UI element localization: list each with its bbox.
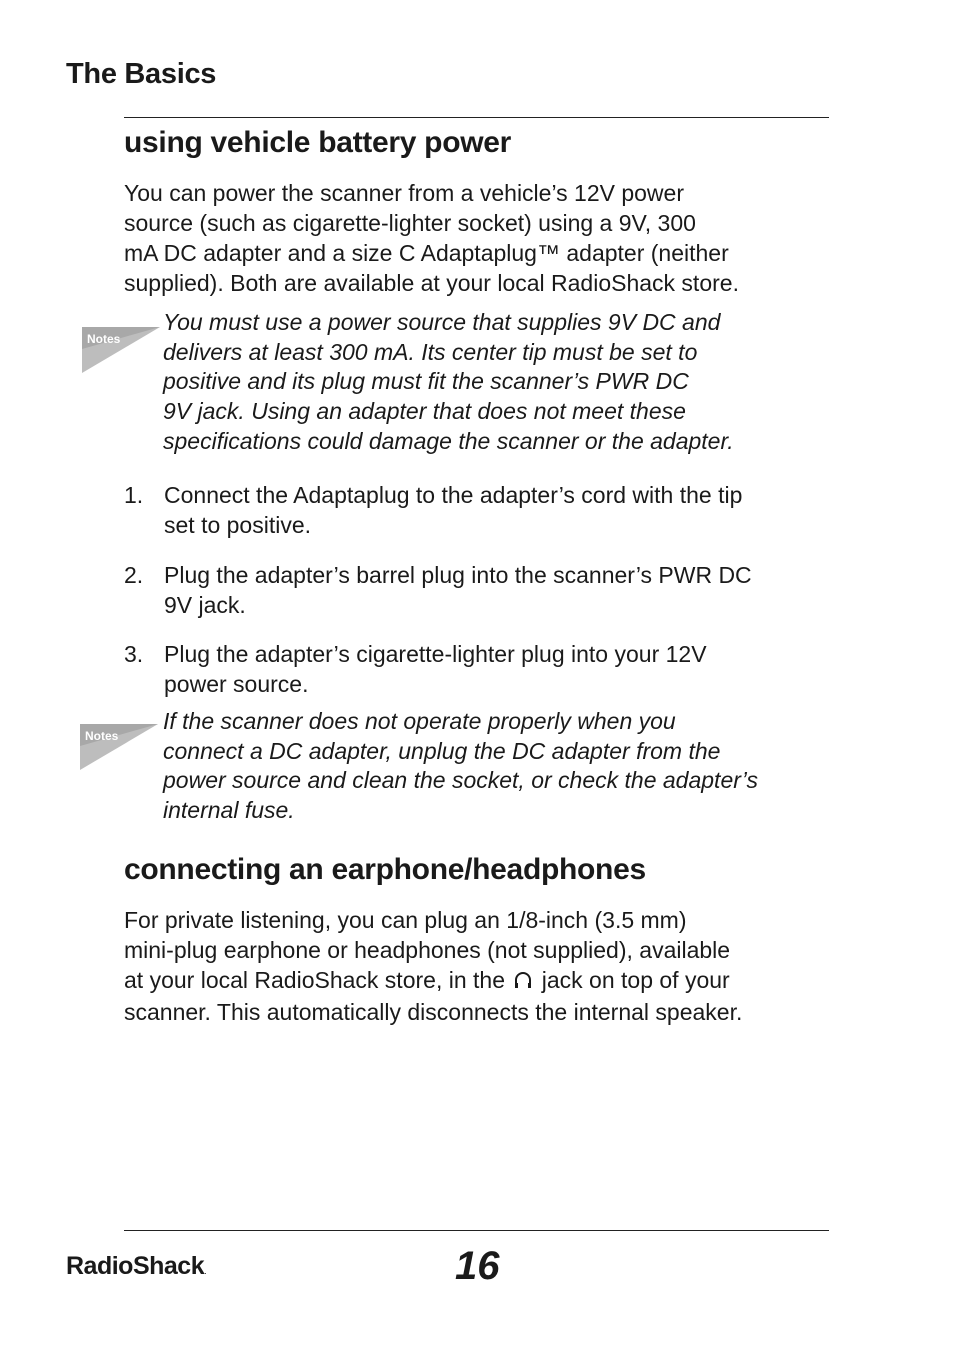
brand-mark: . bbox=[204, 1266, 207, 1276]
step-number: 2. bbox=[124, 562, 144, 588]
notes-badge bbox=[78, 722, 158, 770]
text-after-icon: jack on top of your bbox=[541, 967, 730, 993]
step-number: 1. bbox=[124, 482, 144, 508]
step-line: Connect the Adaptaplug to the adapter’s cord with the tip bbox=[164, 482, 743, 508]
paragraph-line: mini-plug earphone or headphones (not supplied), available bbox=[124, 937, 731, 963]
step-line: power source. bbox=[164, 670, 309, 697]
earphone-paragraph bbox=[124, 905, 830, 1027]
note-line: delivers at least 300 mA. Its center tip must be set to bbox=[163, 338, 698, 365]
vehicle-power-heading: using vehicle battery power bbox=[124, 126, 512, 159]
note-line: internal fuse. bbox=[163, 797, 295, 824]
notes-badge bbox=[80, 325, 160, 373]
vehicle-power-intro bbox=[124, 178, 830, 298]
note-line: power source and clean the socket, or check the adapter’s bbox=[163, 767, 758, 794]
text-before-icon: at your local RadioShack store, in the bbox=[124, 967, 505, 993]
page-number: 16 bbox=[455, 1244, 500, 1288]
note-line: connect a DC adapter, unplug the DC adapter from the bbox=[163, 737, 721, 764]
note-line: You must use a power source that supplies 9V DC and bbox=[163, 309, 721, 335]
note-power-requirements bbox=[163, 308, 833, 457]
section-header: The Basics bbox=[66, 58, 217, 90]
brand-name: RadioShack bbox=[66, 1252, 205, 1280]
notes-badge-label: Notes bbox=[87, 332, 121, 346]
top-divider bbox=[124, 117, 829, 118]
intro-line: source (such as cigarette-lighter socket) using a 9V, 300 bbox=[124, 210, 696, 236]
step-line: Plug the adapter’s cigarette-lighter plug into your 12V bbox=[164, 641, 707, 667]
notes-badge-label: Notes bbox=[85, 729, 119, 743]
note-line: specifications could damage the scanner or the adapter. bbox=[163, 427, 734, 454]
intro-line: You can power the scanner from a vehicle’s 12V power bbox=[124, 180, 684, 206]
step-line: 9V jack. bbox=[164, 591, 246, 618]
headphones-icon bbox=[513, 967, 533, 997]
earphone-heading: connecting an earphone/headphones bbox=[124, 853, 646, 886]
brand-logo bbox=[66, 1252, 206, 1281]
paragraph-line: For private listening, you can plug an 1/8-inch (3.5 mm) bbox=[124, 907, 687, 933]
paragraph-line: scanner. This automatically disconnects the internal speaker. bbox=[124, 999, 743, 1025]
intro-line: mA DC adapter and a size C Adaptaplug™ adapter (neither bbox=[124, 240, 729, 266]
step-line: Plug the adapter’s barrel plug into the scanner’s PWR DC bbox=[164, 562, 752, 588]
note-line: If the scanner does not operate properly when you bbox=[163, 708, 676, 734]
note-line: 9V jack. Using an adapter that does not meet these bbox=[163, 398, 686, 425]
step-line: set to positive. bbox=[164, 511, 312, 538]
note-adapter-troubleshooting bbox=[163, 707, 833, 826]
step-number: 3. bbox=[124, 641, 144, 667]
intro-line: supplied). Both are available at your local RadioShack store. bbox=[124, 270, 739, 296]
bottom-divider bbox=[124, 1230, 829, 1231]
paragraph-line bbox=[124, 965, 830, 997]
note-line: positive and its plug must fit the scanner’s PWR DC bbox=[163, 368, 689, 395]
